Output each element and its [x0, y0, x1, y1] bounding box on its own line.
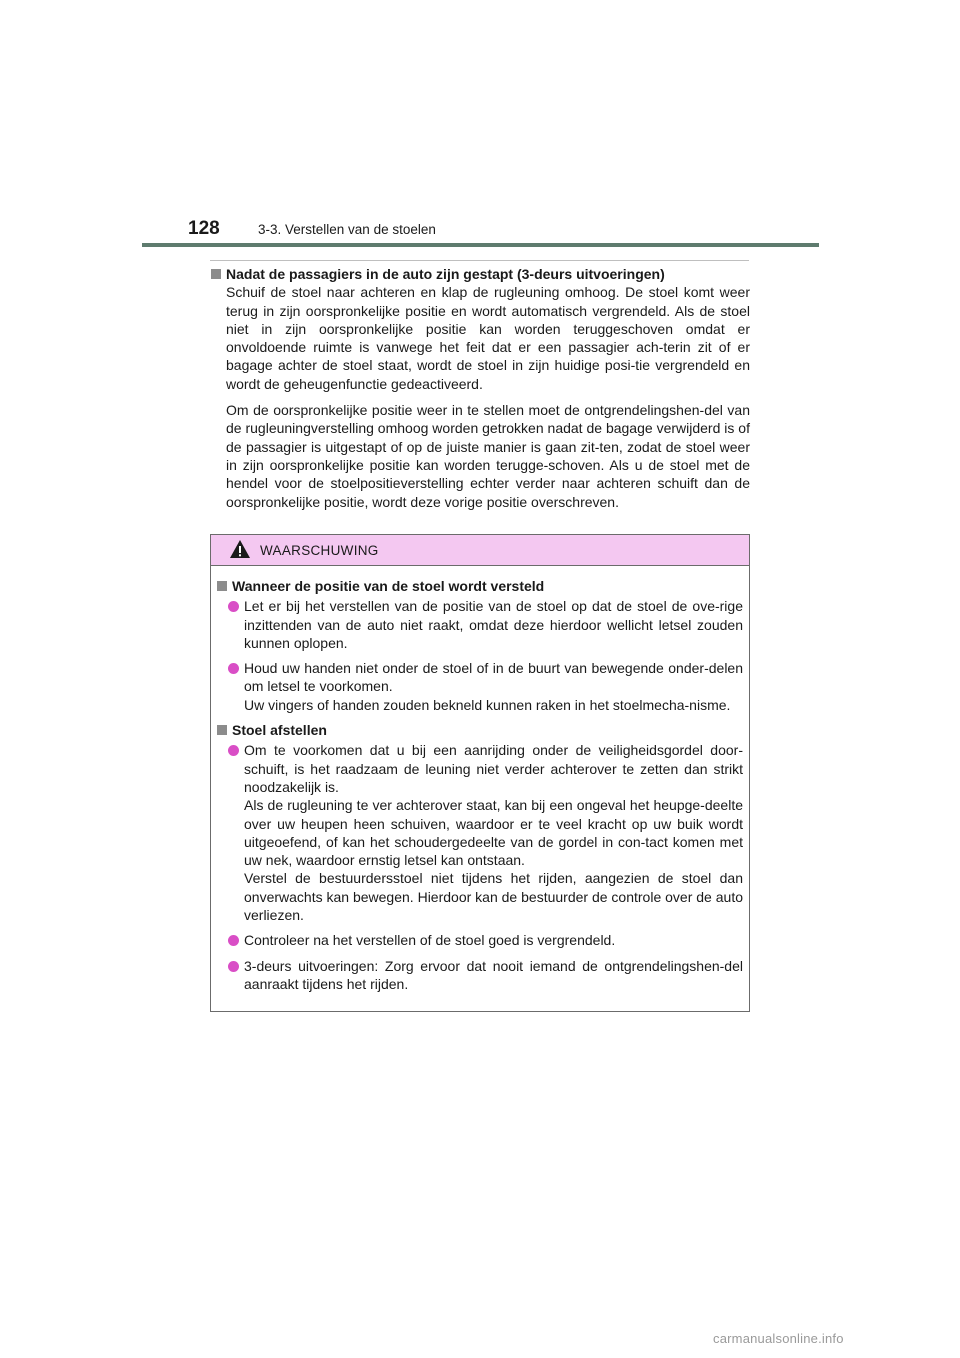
- square-bullet-icon: [211, 269, 221, 279]
- warning-header: [211, 535, 749, 566]
- square-bullet-icon: [217, 581, 227, 591]
- warning-item: [216, 659, 743, 714]
- warning-heading: [216, 721, 743, 739]
- round-bullet-icon: [228, 601, 239, 612]
- section-divider: [210, 260, 749, 261]
- paragraph: Schuif de stoel naar achteren en klap de rugleuning omhoog. De stoel komt weer terug in zijn oorspronkelijke positie en wordt automatisch vergrendeld. Als de stoel niet in zijn oorspronkelijke positie kan worden teruggeschoven omdat er onvoldoende ruimte is vanwege het feit dat er een passagier ach-terin zit of er bagage achter de stoel staat, wordt de stoel in zijn huidige posi-tie vergrendeld en wordt de geheugenfunctie gedeactiveerd.: [226, 284, 750, 392]
- warning-item-text: [244, 659, 743, 714]
- running-head: 3-3. Verstellen van de stoelen: [258, 222, 436, 237]
- warning-box: [210, 534, 750, 1012]
- round-bullet-icon: [228, 745, 239, 756]
- paragraph: Om de oorspronkelijke positie weer in te stellen moet de ontgrendelingshen-del van de rugleuningverstelling omhoog worden getrokken nadat de bagage verwijderd is of de passagier is uitgestapt of op de juiste manier is gaan zit-ten, zodat de stoel weer in zijn oorspronkelijke positie kan worden terugge-schoven. Als u de stoel met de hendel voor de stoelpositieverstelling echter verder naar achteren schuift dan de oorspronkelijke positie, wordt deze vorige positie overschreven.: [226, 402, 750, 510]
- warning-group-seat-adjust: [216, 721, 743, 993]
- warning-item: [216, 931, 743, 949]
- warning-item: [216, 741, 743, 924]
- section-heading: [210, 265, 750, 283]
- warning-line: 3-deurs uitvoeringen: Zorg ervoor dat nooit iemand de ontgrendelingshen-del aanraakt tijdens het rijden.: [244, 957, 743, 992]
- warning-item-text: [244, 957, 743, 994]
- warning-heading: [216, 577, 743, 595]
- warning-item-text: [244, 931, 743, 949]
- page-number: 128: [188, 218, 220, 239]
- warning-body: [211, 566, 749, 993]
- warning-title: WAARSCHUWING: [260, 542, 379, 558]
- warning-group-adjust-position: [216, 577, 743, 714]
- header-rule: [142, 243, 819, 247]
- warning-item: [216, 597, 743, 652]
- section-heading-text: Nadat de passagiers in de auto zijn gestapt (3-deurs uitvoeringen): [226, 266, 665, 282]
- square-bullet-icon: [217, 725, 227, 735]
- warning-heading-text: Wanneer de positie van de stoel wordt versteld: [232, 578, 545, 594]
- warning-line: Verstel de bestuurdersstoel niet tijdens het rijden, aangezien de stoel dan onverwachts kan bewegen. Hierdoor kan de bestuurder de controle over de auto verliezen.: [244, 870, 743, 924]
- warning-line: Als de rugleuning te ver achterover staat, kan bij een ongeval het heupge-deelte over uw heupen heen schuiven, waardoor er te veel kracht op uw buik wordt uitgeoefend, of kan het schoudergedeelte van de gordel in con-tact komen met uw nek, waardoor ernstig letsel kan ontstaan.: [244, 797, 743, 869]
- warning-line: Om te voorkomen dat u bij een aanrijding onder de veiligheidsgordel door-schuift, is het raadzaam de leuning niet verder achterover te zetten dan strikt noodzakelijk is.: [244, 742, 743, 795]
- site-watermark: carmanualsonline.info: [713, 1331, 844, 1346]
- section-seat-return: [210, 265, 750, 511]
- warning-line: Houd uw handen niet onder de stoel of in de buurt van bewegende onder-delen om letsel te voorkomen.: [244, 660, 743, 695]
- warning-line: Uw vingers of handen zouden bekneld kunnen raken in het stoelmecha-nisme.: [244, 696, 731, 713]
- round-bullet-icon: [228, 663, 239, 674]
- section-body: [210, 283, 750, 511]
- warning-line: Let er bij het verstellen van de positie van de stoel op dat de stoel de ove-rige inzittenden van de auto niet raakt, omdat deze hierdoor wellicht letsel zouden kunnen oplopen.: [244, 598, 743, 651]
- round-bullet-icon: [228, 935, 239, 946]
- warning-triangle-icon: [229, 539, 251, 559]
- warning-item-text: [244, 741, 743, 924]
- warning-line: Controleer na het verstellen of de stoel goed is vergrendeld.: [244, 932, 616, 949]
- round-bullet-icon: [228, 961, 239, 972]
- warning-heading-text: Stoel afstellen: [232, 722, 327, 739]
- warning-item: [216, 957, 743, 994]
- warning-item-text: [244, 597, 743, 652]
